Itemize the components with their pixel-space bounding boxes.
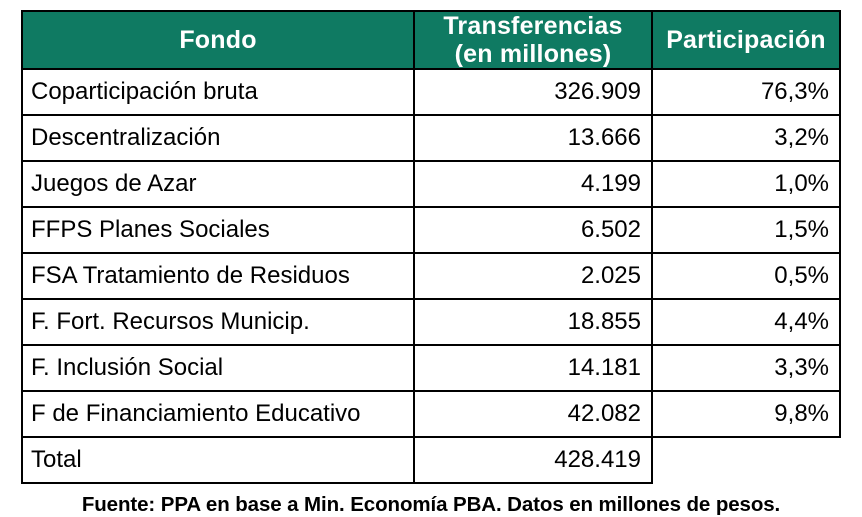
row-participacion-value: 1,5%: [652, 207, 840, 253]
table-body: [22, 69, 840, 483]
table-row: [22, 299, 840, 345]
row-participacion-value: 76,3%: [652, 69, 840, 115]
row-participacion-value: 4,4%: [652, 299, 840, 345]
total-transferencias-value: 428.419: [414, 437, 652, 483]
funds-table: [21, 10, 841, 484]
column-header-participacion-label: Participación: [666, 26, 826, 54]
row-transferencias-value: 2.025: [414, 253, 652, 299]
row-fondo-name: Juegos de Azar: [22, 161, 414, 207]
table-row: [22, 69, 840, 115]
row-transferencias-value: 13.666: [414, 115, 652, 161]
row-fondo-name: F de Financiamiento Educativo: [22, 391, 414, 437]
column-header-participacion: [652, 11, 840, 69]
table-row: [22, 207, 840, 253]
table-total-row: [22, 437, 840, 483]
row-participacion-value: 3,3%: [652, 345, 840, 391]
table-row: [22, 391, 840, 437]
row-transferencias-value: 42.082: [414, 391, 652, 437]
row-participacion-value: 0,5%: [652, 253, 840, 299]
row-fondo-name: Descentralización: [22, 115, 414, 161]
row-transferencias-value: 6.502: [414, 207, 652, 253]
table-row: [22, 115, 840, 161]
table-row: [22, 253, 840, 299]
table-header: [22, 11, 840, 69]
row-fondo-name: F. Fort. Recursos Municip.: [22, 299, 414, 345]
column-header-fondo: [22, 11, 414, 69]
column-header-transferencias-label: Transferencias: [443, 12, 623, 40]
row-transferencias-value: 14.181: [414, 345, 652, 391]
row-fondo-name: FSA Tratamiento de Residuos: [22, 253, 414, 299]
row-transferencias-value: 326.909: [414, 69, 652, 115]
row-fondo-name: F. Inclusión Social: [22, 345, 414, 391]
total-participacion-empty: [652, 437, 840, 483]
row-fondo-name: FFPS Planes Sociales: [22, 207, 414, 253]
row-transferencias-value: 18.855: [414, 299, 652, 345]
total-label: Total: [22, 437, 414, 483]
table-row: [22, 161, 840, 207]
table-header-row: [22, 11, 840, 69]
column-header-transferencias: [414, 11, 652, 69]
table-row: [22, 345, 840, 391]
row-fondo-name: Coparticipación bruta: [22, 69, 414, 115]
row-transferencias-value: 4.199: [414, 161, 652, 207]
source-note: Fuente: PPA en base a Min. Economía PBA. Datos en millones de pesos.: [81, 493, 781, 516]
column-header-transferencias-unit: (en millones): [454, 40, 612, 68]
row-participacion-value: 3,2%: [652, 115, 840, 161]
row-participacion-value: 1,0%: [652, 161, 840, 207]
column-header-fondo-label: Fondo: [179, 26, 257, 54]
row-participacion-value: 9,8%: [652, 391, 840, 437]
